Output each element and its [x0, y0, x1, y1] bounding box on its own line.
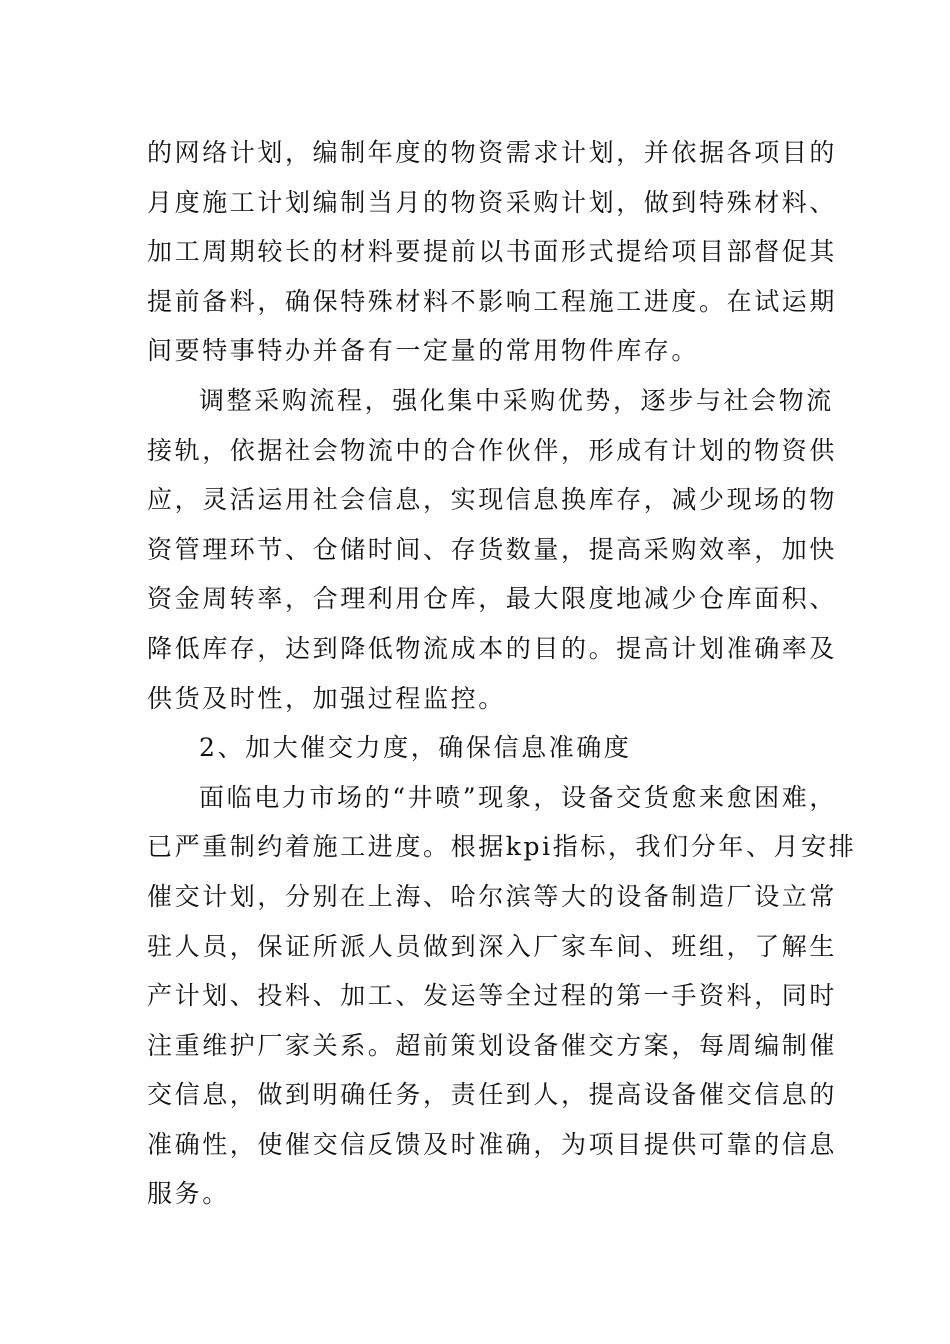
text-line: 应，灵活运用社会信息，实现信息换库存，减少现场的物	[147, 485, 838, 515]
text-line: 接轨，依据社会物流中的合作伙伴，形成有计划的物资供	[147, 435, 838, 465]
text-line: 月度施工计划编制当月的物资采购计划，做到特殊材料、	[147, 187, 838, 217]
text-line: 准确性，使催交信反馈及时准确，为项目提供可靠的信息	[147, 1129, 838, 1159]
paragraph-procurement-process	[147, 376, 838, 723]
text-line: 资管理环节、仓储时间、存货数量，提高采购效率，加快	[147, 534, 838, 564]
section-heading	[147, 723, 827, 773]
section-heading-text: 2、加大催交力度，确保信息准确度	[199, 733, 632, 763]
text-line: 催交计划，分别在上海、哈尔滨等大的设备制造厂设立常	[147, 881, 838, 911]
text-line: 注重维护厂家关系。超前策划设备催交方案，每周编制催	[147, 1030, 838, 1060]
text-line: 间要特事特办并备有一定量的常用物件库存。	[147, 336, 700, 366]
paragraph-expediting	[147, 773, 857, 1219]
text-line: 面临电力市场的“井喷”现象，设备交货愈来愈困难，	[199, 782, 837, 812]
text-line: 供货及时性，加强过程监控。	[147, 683, 506, 713]
text-line: 驻人员，保证所派人员做到深入厂家车间、班组，了解生	[147, 931, 838, 961]
text-line: 调整采购流程，强化集中采购优势，逐步与社会物流	[199, 385, 834, 415]
text-line: 加工周期较长的材料要提前以书面形式提给项目部督促其	[147, 237, 838, 267]
text-line: 已严重制约着施工进度。根据kpi指标，我们分年、月安排	[147, 832, 857, 862]
text-line: 提前备料，确保特殊材料不影响工程施工进度。在试运期	[147, 286, 838, 316]
text-line: 的网络计划，编制年度的物资需求计划，并依据各项目的	[147, 138, 838, 167]
text-line: 产计划、投料、加工、发运等全过程的第一手资料，同时	[147, 981, 838, 1011]
text-line: 服务。	[147, 1179, 230, 1209]
text-line: 降低库存，达到降低物流成本的目的。提高计划准确率及	[147, 633, 838, 663]
text-line: 交信息，做到明确任务，责任到人，提高设备催交信息的	[147, 1080, 838, 1110]
paragraph-material-plan	[147, 128, 838, 376]
text-line: 资金周转率，合理利用仓库，最大限度地减少仓库面积、	[147, 584, 838, 614]
document-body	[147, 128, 857, 1219]
